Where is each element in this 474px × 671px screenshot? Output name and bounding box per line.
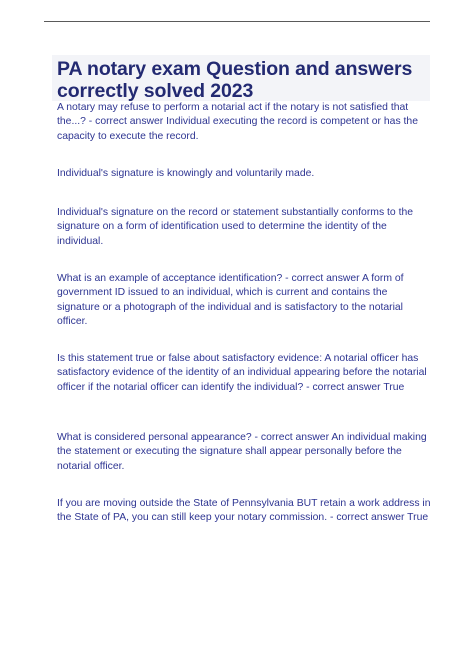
qa-paragraph-5: Is this statement true or false about satisfactory evidence: A notarial officer has satisfactory evidence of the identity of an individual appearing before the notarial officer if the notarial officer can identify the individual? - correct answer True: [57, 353, 427, 393]
qa-paragraph-7: If you are moving outside the State of Pennsylvania BUT retain a work address in the State of PA, you can still keep your notary commission. - correct answer True: [57, 498, 431, 524]
header-rule: [44, 21, 430, 22]
qa-paragraph-4: What is an example of acceptance identification? - correct answer A form of government ID issued to an individual, which is current and contains the signature or a photograph of the individual and is satisfactory to the notarial officer.: [57, 273, 404, 328]
qa-paragraph-6: What is considered personal appearance? - correct answer An individual making the statement or executing the signature shall appear personally before the notarial officer.: [57, 432, 427, 472]
qa-paragraph-1: A notary may refuse to perform a notarial act if the notary is not satisfied that the...? - correct answer Individual executing the record is competent or has the capacity to execute the record.: [57, 102, 418, 142]
qa-paragraph-2: Individual's signature is knowingly and voluntarily made.: [57, 168, 315, 179]
document-title: PA notary exam Question and answers correctly solved 2023: [57, 58, 413, 102]
qa-paragraph-3: Individual's signature on the record or statement substantially conforms to the signature on a form of identification used to determine the identity of the individual.: [57, 207, 414, 247]
